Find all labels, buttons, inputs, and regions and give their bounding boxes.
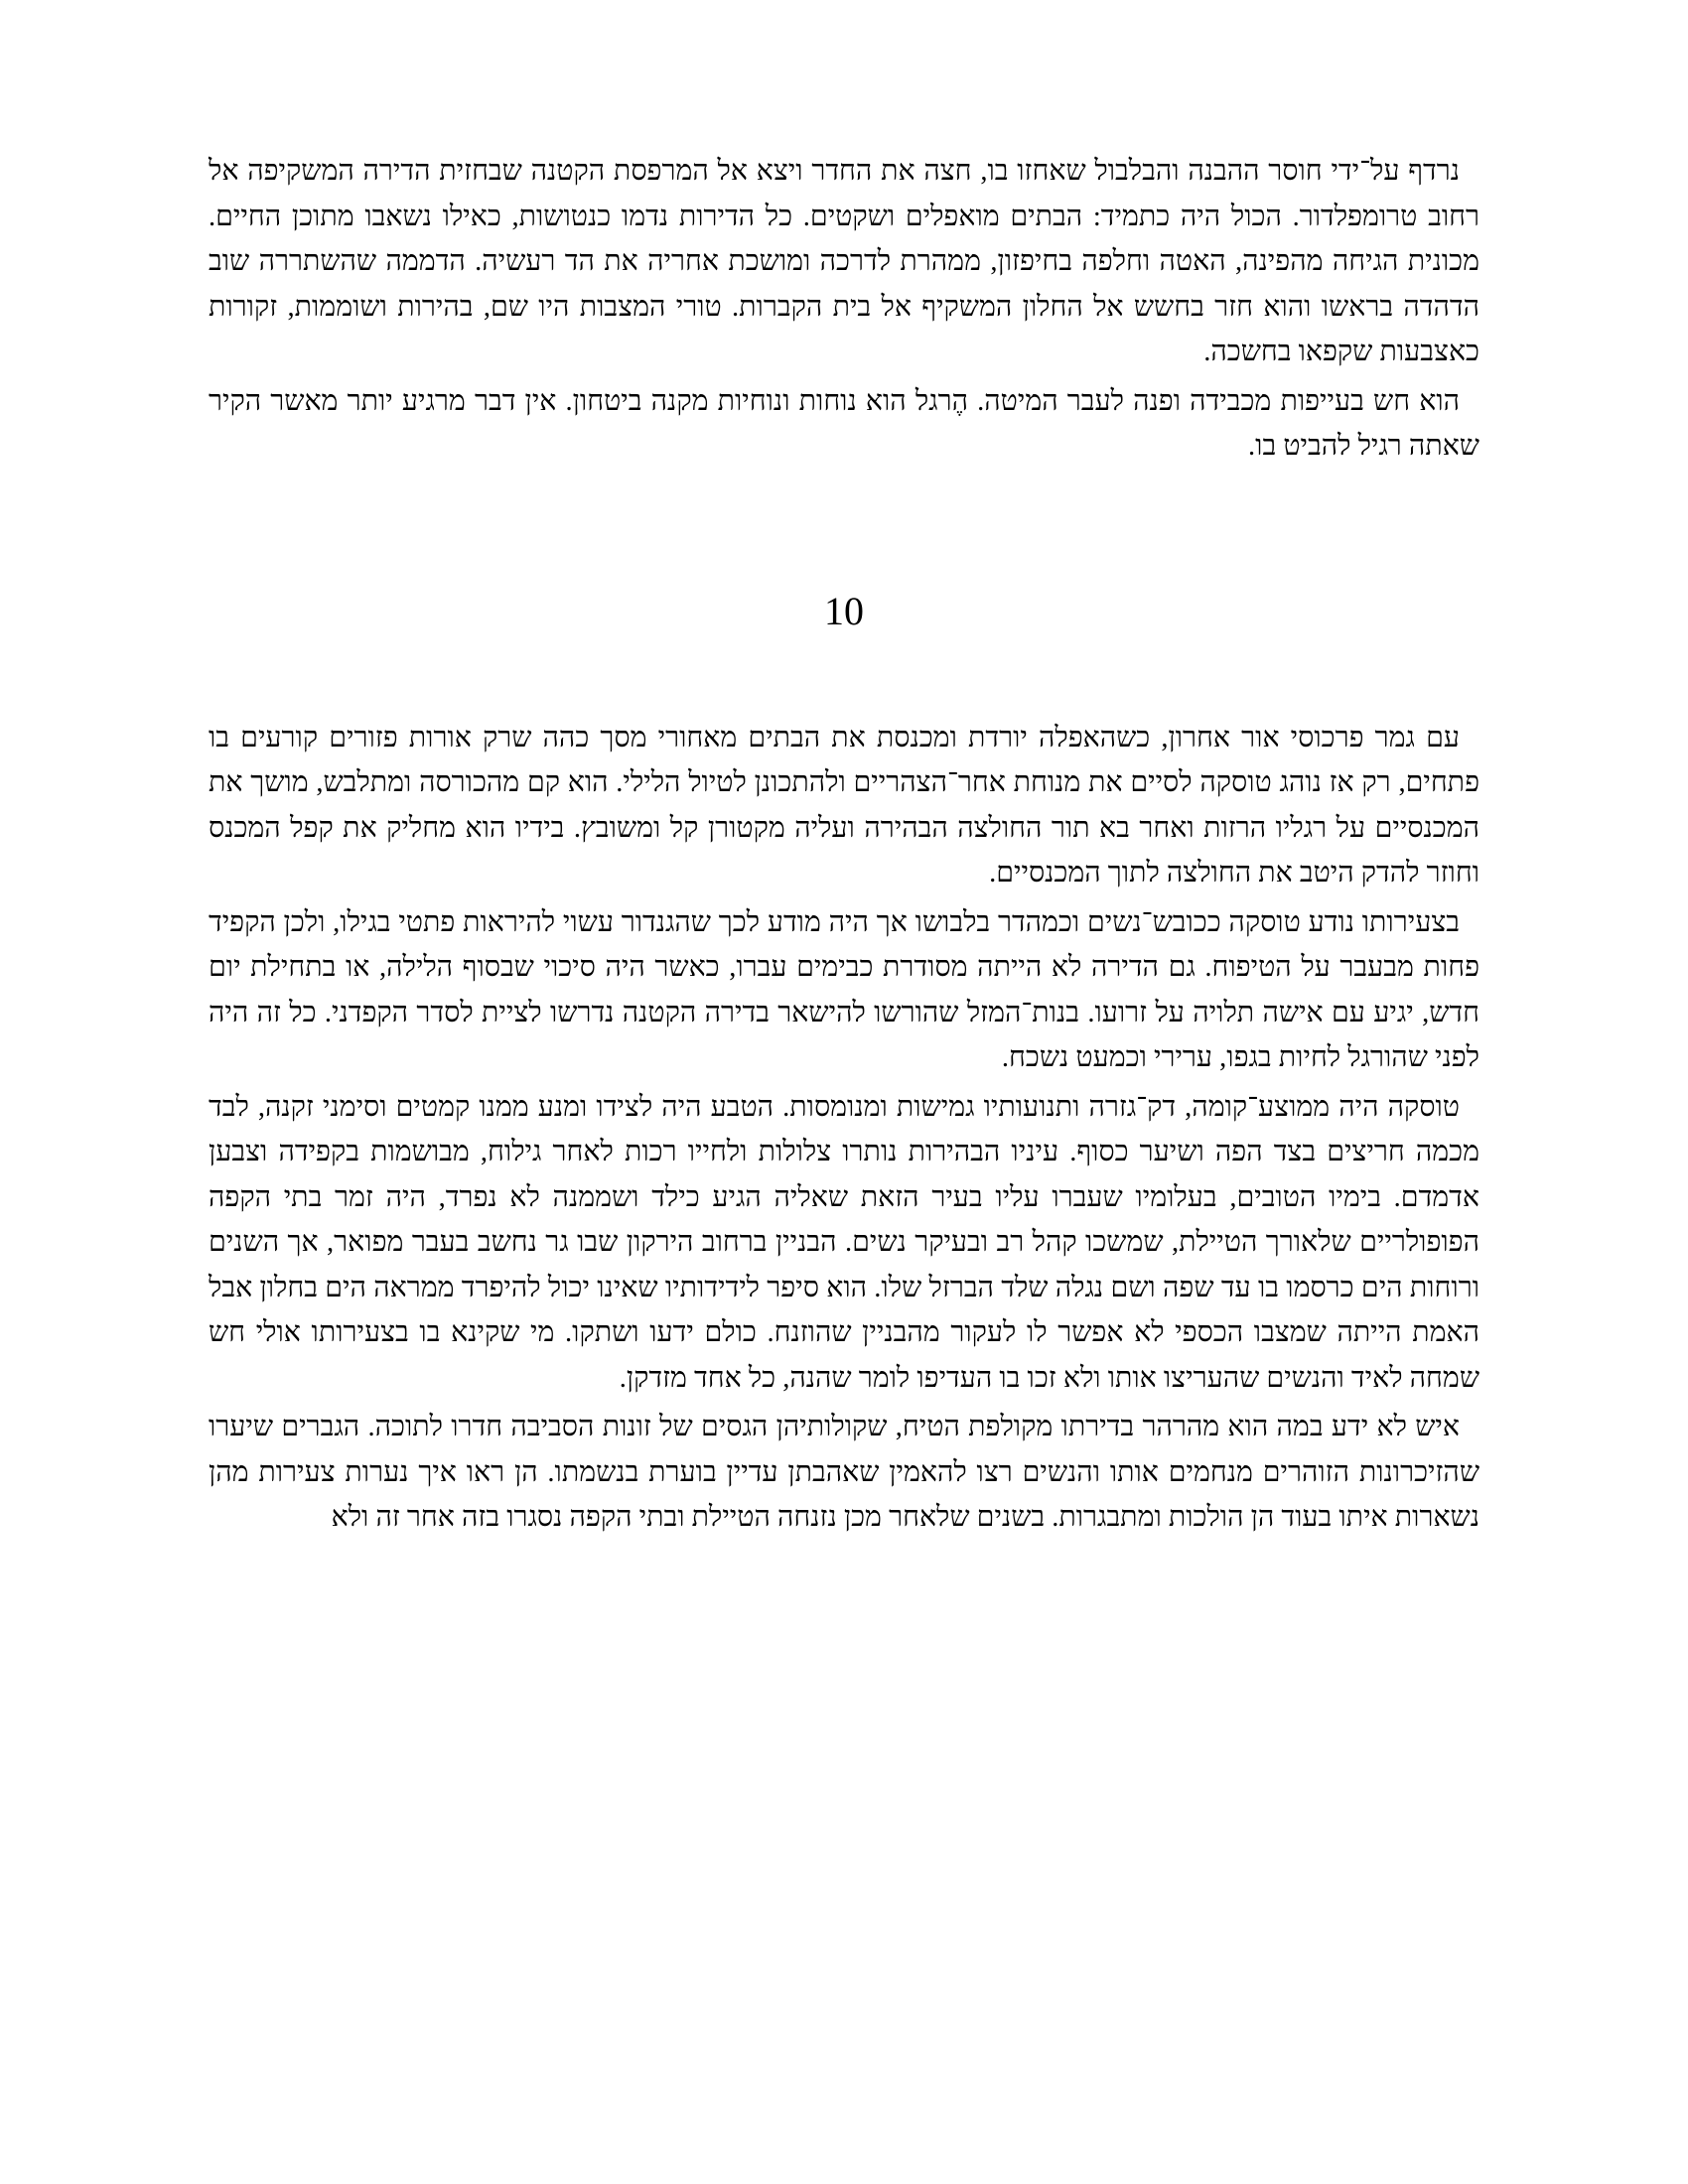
document-page (209, 149, 1479, 1541)
chapter-number: 10 (824, 588, 864, 633)
top-section (209, 149, 1479, 470)
paragraph: נרדף על־ידי חוסר ההבנה והבלבול שאחזו בו, חצה את החדר ויצא אל המרפסת הקטנה שבחזית הדירה המשקיפה אל רחוב טרומפלדור. הכול היה כתמיד: הבתים מואפלים ושקטים. כל הדירות נדמו כנטושות, כאילו נשאבו מתוכן החיים. מכונית הגיחה מהפינה, האטה וחלפה בחיפזון, ממהרת לדרכה ומושכת אחריה את הד רעשיה. הדממה שהשתררה שוב הדהדה בראשו והוא חזר בחשש אל החלון המשקיף אל בית הקברות. טורי המצבות היו שם, בהירות ושוממות, זקורות כאצבעות שקפאו בחשכה. (209, 156, 1479, 367)
paragraph: הוא חש בעייפות מכבידה ופנה לעבר המיטה. הֶרגל הוא נוחות ונוחיות מקנה ביטחון. אין דבר מרגיע יותר מאשר הקיר שאתה רגיל להביט בו. (209, 385, 1479, 462)
main-section (209, 716, 1479, 1541)
paragraph: עם גמר פרכוסי אור אחרון, כשהאפלה יורדת ומכנסת את הבתים מאחורי מסך כהה שרק אורות פזורים קורעים בו פתחים, רק אז נוהג טוסקה לסיים את מנוחת אחר־הצהריים ולהתכונן לטיול הלילי. הוא קם מהכורסה ומתלבש, מושך את המכנסיים על רגליו הרזות ואחר בא תור החולצה הבהירה ועליה מקטורן קל ומשובץ. בידיו הוא מחליק את קפל המכנס וחוזר להדק היטב את החולצה לתוך המכנסיים. (209, 722, 1479, 888)
paragraph: טוסקה היה ממוצע־קומה, דק־גזרה ותנועותיו גמישות ומנומסות. הטבע היה לצידו ומנע ממנו קמטים וסימני זקנה, לבד מכמה חריצים בצד הפה ושיער כסוף. עיניו הבהירות נותרו צלולות ולחייו רכות לאחר גילוח, מבושמות בקפידה וצבען אדמדם. בימיו הטובים, בעלומיו שעברו עליו בעיר הזאת שאליה הגיע כילד ושממנה לא נפרד, היה זמר בתי הקפה הפופולריים שלאורך הטיילת, שמשכו קהל רב ובעיקר נשים. הבניין ברחוב הירקון שבו גר נחשב בעבר מפואר, אך השנים ורוחות הים כרסמו בו עד שפה ושם נגלה שלד הברזל שלו. הוא סיפר לידידותיו שאינו יכול להיפרד ממראה הים בחלון אבל האמת הייתה שמצבו הכספי לא אפשר לו לעקור מהבניין שהוזנח. כולם ידעו ושתקו. מי שקינא בו בצעירותו אולי חש שמחה לאיד והנשים שהעריצו אותו ולא זכו בו העדיפו לומר שהנה, כל אחד מזדקן. (209, 1091, 1479, 1394)
paragraph: איש לא ידע במה הוא מהרהר בדירתו מקולפת הטיח, שקולותיהן הגסים של זונות הסביבה חדרו לתוכה. הגברים שיערו שהזיכרונות הזוהרים מנחמים אותו והנשים רצו להאמין שאהבתן עדיין בוערת בנשמתו. הן ראו איך נערות צעירות מהן נשארות איתו בעוד הן הולכות ומתבגרות. בשנים שלאחר מכן נזנחה הטיילת ובתי הקפה נסגרו בזה אחר זה ולא (209, 1412, 1479, 1533)
paragraph: בצעירותו נודע טוסקה ככובש־נשים וכמהדר בלבושו אך היה מודע לכך שהגנדור עשוי להיראות פתטי בגילו, ולכן הקפיד פחות מבעבר על הטיפוח. גם הדירה לא הייתה מסודרת כבימים עברו, כאשר היה סיכוי שבסוף הלילה, או בתחילת יום חדש, יגיע עם אישה תלויה על זרועו. בנות־המזל שהורשו להישאר בדירה הקטנה נדרשו לציית לסדר הקפדני. כל זה היה לפני שהורגל לחיות בגפו, ערירי וכמעט נשכח. (209, 906, 1479, 1073)
